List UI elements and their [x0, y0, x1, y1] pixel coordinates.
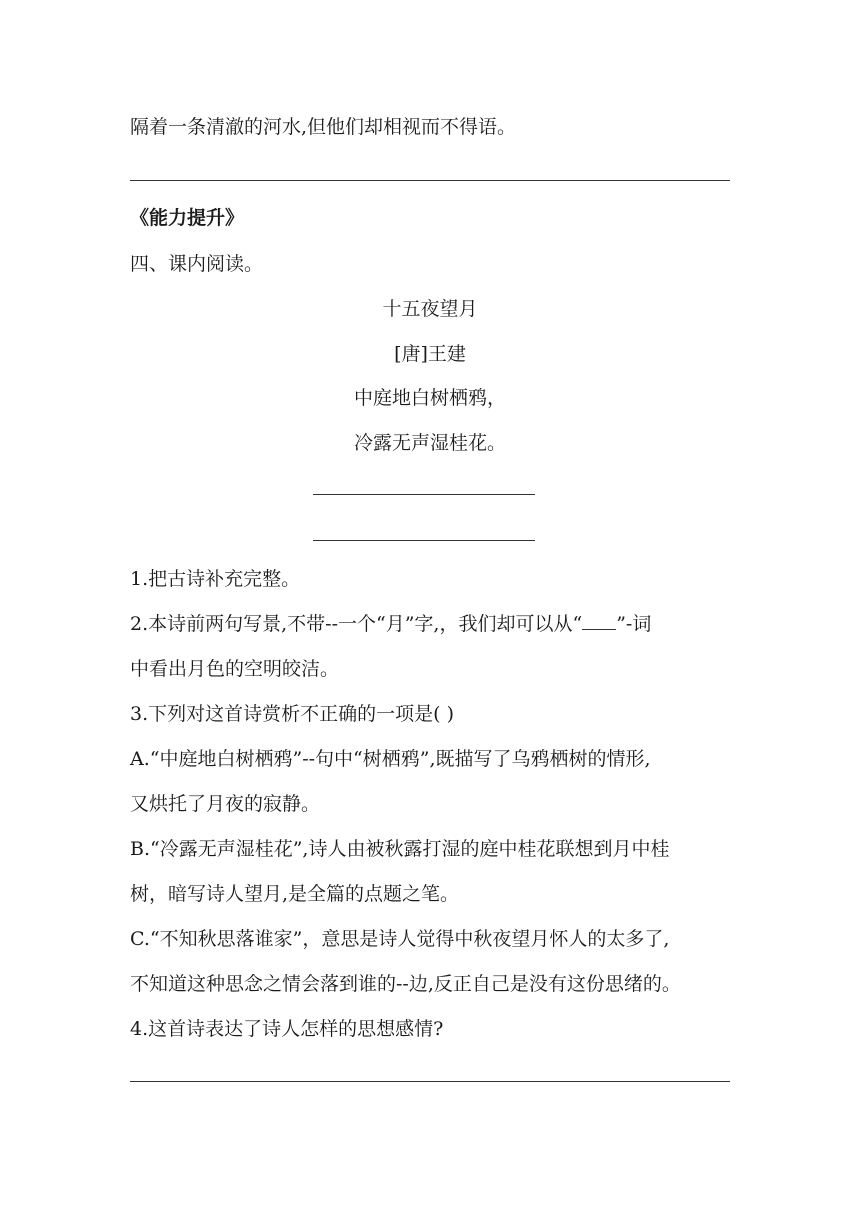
poem-line-2: 冷露无声湿桂花。 — [353, 432, 506, 454]
question-2 — [130, 611, 730, 637]
question-2-text-b: ”-词 — [616, 613, 652, 635]
section-title: 《能力提升》 — [130, 207, 245, 229]
intro-text: 隔着一条清澈的河水,但他们却相视而不得语。 — [130, 116, 517, 138]
question-4: 4.这首诗表达了诗人怎样的思想感情? — [130, 1018, 444, 1040]
question-1: 1.把古诗补充完整。 — [130, 568, 301, 590]
poem-line-1: 中庭地白树栖鸦， — [353, 387, 506, 409]
question-2-text-a: 2.本诗前两句写景,不带--一个“月”字,，我们却可以从“ — [130, 613, 583, 635]
answer-line[interactable] — [130, 180, 730, 181]
option-a-line-2: 又烘托了月夜的寂静。 — [130, 793, 321, 815]
question-2-blank[interactable] — [582, 611, 616, 630]
poem-blank-line-4[interactable] — [313, 540, 535, 541]
answer-line-q4[interactable] — [130, 1081, 730, 1082]
option-b-line-2: 树，暗写诗人望月,是全篇的点题之笔。 — [130, 883, 460, 905]
question-3: 3.下列对这首诗赏析不正确的一项是( ) — [130, 703, 454, 725]
poem-author: [唐]王建 — [394, 343, 466, 365]
poem-title: 十五夜望月 — [382, 298, 478, 320]
option-c-line-1: C.“不知秋思落谁家”，意思是诗人觉得中秋夜望月怀人的太多了, — [130, 928, 670, 950]
option-a-line-1: A.“中庭地白树栖鸦”--句中“树栖鸦”,既描写了乌鸦栖树的情形, — [130, 748, 651, 770]
option-c-line-2: 不知道这种思念之情会落到谁的--边,反正自己是没有这份思绪的。 — [130, 973, 681, 995]
question-2-continued: 中看出月色的空明皎洁。 — [130, 658, 340, 680]
poem-blank-line-3[interactable] — [313, 494, 535, 495]
option-b-line-1: B.“冷露无声湿桂花”,诗人由被秋露打湿的庭中桂花联想到月中桂 — [130, 838, 670, 860]
part-heading: 四、课内阅读。 — [130, 253, 264, 275]
